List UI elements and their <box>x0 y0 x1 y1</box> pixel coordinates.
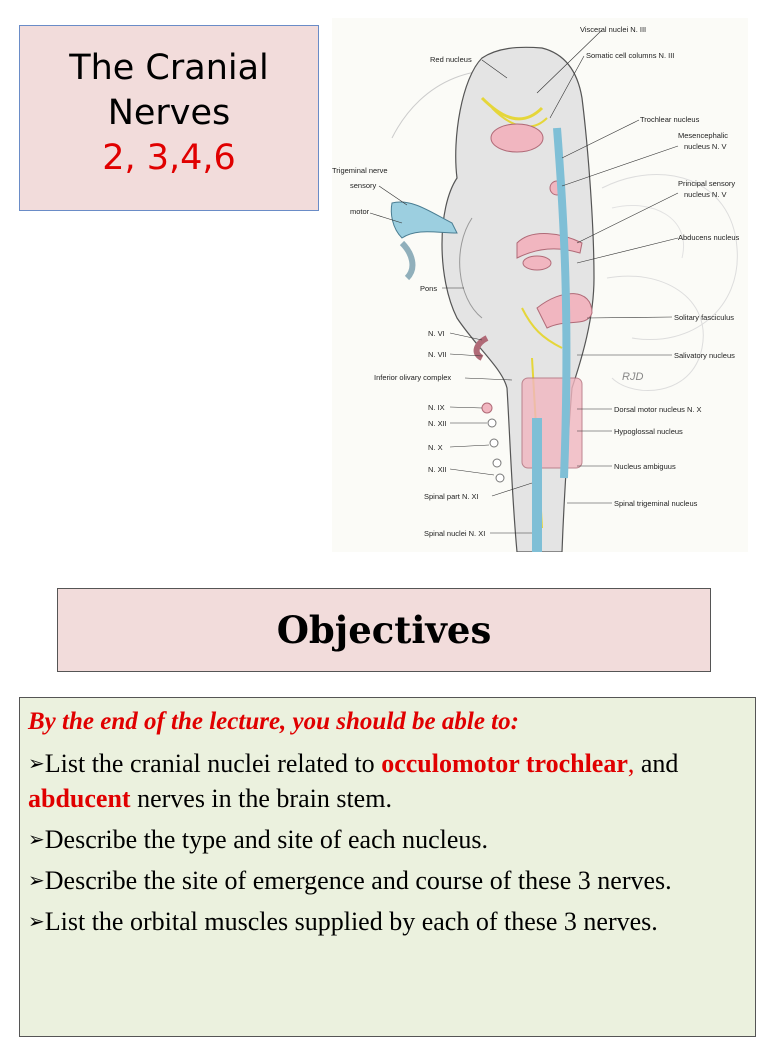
objective-1-and: and <box>634 749 679 778</box>
label-n9: N. IX <box>428 403 445 412</box>
label-n10: N. X <box>428 443 443 452</box>
brainstem-diagram <box>332 18 748 552</box>
label-motor: motor <box>350 207 370 216</box>
label-visceral-nuclei: Visceral nuclei N. III <box>580 25 647 34</box>
label-sensory: sensory <box>350 181 377 190</box>
label-mesencephalic-2: nucleus N. V <box>684 142 727 151</box>
artist-signature: RJD <box>622 371 644 383</box>
label-solitary: Solitary fasciculus <box>674 313 735 322</box>
arrow-bullet-icon: ➢ <box>28 868 45 892</box>
label-salivatory: Salivatory nucleus <box>674 351 735 360</box>
label-spinal-part: Spinal part N. XI <box>424 492 479 501</box>
objective-item-2 <box>28 822 747 857</box>
objective-1-highlight: occulomotor trochlear <box>381 749 628 778</box>
label-principal: Principal sensory <box>678 179 736 188</box>
objectives-header <box>57 588 711 672</box>
objective-1-comma: , <box>627 749 635 778</box>
objectives-content <box>19 697 756 1037</box>
arrow-bullet-icon: ➢ <box>28 909 45 933</box>
label-dorsal-motor: Dorsal motor nucleus N. X <box>614 405 702 414</box>
objective-1-end: nerves in the brain stem. <box>130 784 392 813</box>
label-red-nucleus: Red nucleus <box>430 55 472 64</box>
label-pons: Pons <box>420 284 438 293</box>
label-n12b: N. XII <box>428 465 447 474</box>
label-trochlear: Trochlear nucleus <box>640 115 700 124</box>
label-n7: N. VII <box>428 350 447 359</box>
arrow-bullet-icon: ➢ <box>28 827 45 851</box>
objective-2-text: Describe the type and site of each nucleus. <box>44 825 489 854</box>
label-spinal-nuclei: Spinal nuclei N. XI <box>424 529 486 538</box>
objective-item-3 <box>28 863 747 898</box>
title-line-1: The Cranial <box>69 48 269 88</box>
objectives-intro: By the end of the lecture, you should be able to: <box>28 708 519 735</box>
title-nerve-numbers: 2, 3,4,6 <box>102 138 236 178</box>
label-mesencephalic: Mesencephalic <box>678 131 729 140</box>
brainstem-illustration <box>332 18 748 552</box>
label-spinal-trigeminal: Spinal trigeminal nucleus <box>614 499 698 508</box>
label-abducens: Abducens nucleus <box>678 233 740 242</box>
objective-item-4 <box>28 904 747 939</box>
objective-1-text: List the cranial nuclei related to <box>44 749 382 778</box>
objective-1-highlight-2: abducent <box>28 784 131 813</box>
objectives-heading: Objectives <box>276 608 492 652</box>
objective-item-1 <box>28 746 747 816</box>
label-ambiguus: Nucleus ambiguus <box>614 462 676 471</box>
label-trigeminal: Trigeminal nerve <box>332 166 388 175</box>
title-box <box>19 25 319 211</box>
objective-4-text: List the orbital muscles supplied by each of these 3 nerves. <box>44 907 658 936</box>
title-line-2: Nerves <box>107 93 231 133</box>
arrow-bullet-icon: ➢ <box>28 751 45 775</box>
objective-3-text: Describe the site of emergence and course of these 3 nerves. <box>44 866 672 895</box>
label-hypoglossal: Hypoglossal nucleus <box>614 427 683 436</box>
label-inferior-olivary: Inferior olivary complex <box>374 373 452 382</box>
label-principal-2: nucleus N. V <box>684 190 727 199</box>
label-n6: N. VI <box>428 329 445 338</box>
label-somatic-cell: Somatic cell columns N. III <box>586 51 675 60</box>
label-n12a: N. XII <box>428 419 447 428</box>
